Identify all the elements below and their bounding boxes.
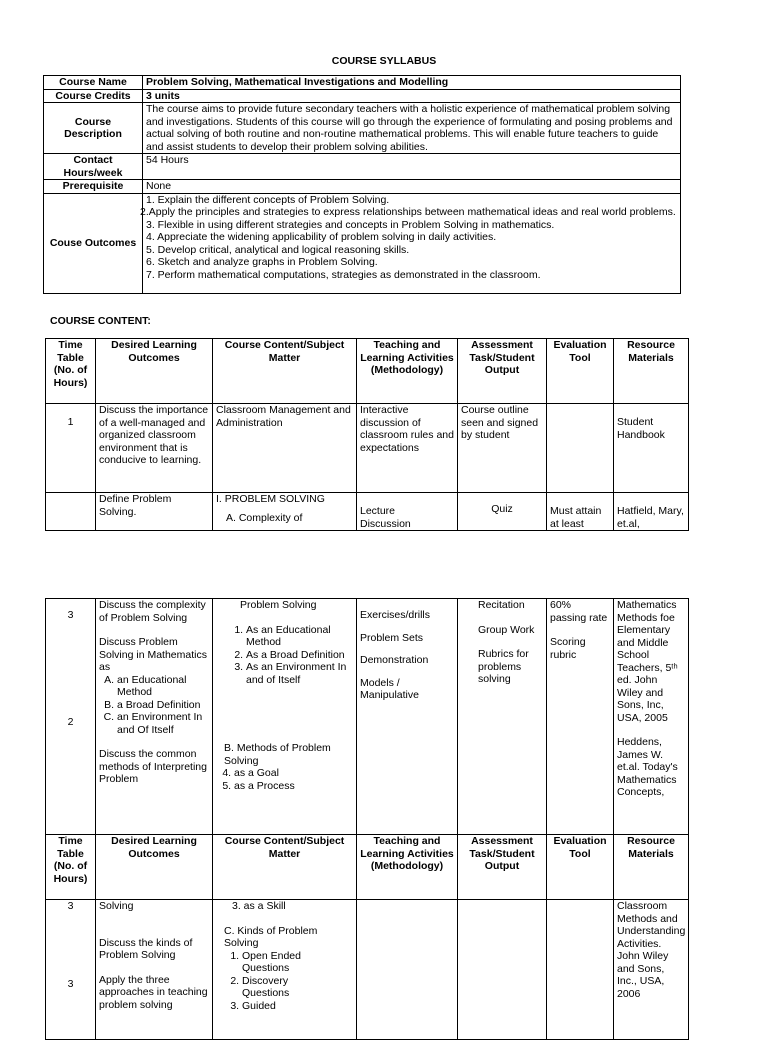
tool-cell: Must attain at least — [547, 493, 614, 531]
activity-item: Models / Manipulative — [360, 676, 419, 701]
table-row — [46, 599, 689, 835]
content-list — [216, 767, 353, 792]
content-text: B. Methods of Problem Solving — [224, 742, 331, 767]
table-row — [46, 900, 689, 1040]
outcome-cell — [96, 599, 213, 835]
content-list — [216, 624, 353, 687]
contact-hours-value: 54 Hours — [143, 154, 681, 180]
content-list — [216, 950, 353, 1013]
activity-item: Exercises/drills — [360, 609, 431, 621]
assessment-cell — [458, 900, 547, 1040]
list-item: 2. Discovery Questions — [242, 975, 333, 1000]
outcome-text: Discuss the kinds of Problem Solving — [99, 936, 193, 961]
content-heading: I. PROBLEM SOLVING — [216, 493, 325, 505]
course-name-value: Problem Solving, Mathematical Investigations and Modelling — [143, 76, 681, 90]
course-info-table — [43, 75, 681, 294]
assessment-item: Rubrics for problems solving — [478, 648, 529, 685]
course-outcomes-list — [140, 193, 681, 293]
tool-cell — [547, 404, 614, 493]
outcome-cell — [96, 900, 213, 1040]
list-item: 3. Guided — [242, 1000, 333, 1013]
page-title: COURSE SYLLABUS — [331, 55, 437, 67]
list-item: 5. as a Process — [234, 780, 353, 793]
course-credits-value: 3 units — [143, 89, 681, 103]
prerequisite-value: None — [143, 180, 681, 194]
tool-cell — [547, 599, 614, 835]
assessment-cell: Quiz — [458, 493, 547, 531]
outcome-text: Apply the three approaches in teaching problem solving — [99, 973, 208, 1011]
outcome-item: 4. Appreciate the widening applicability of problem solving in daily activities. — [146, 231, 497, 243]
content-cell — [213, 900, 357, 1040]
list-item: 1. Open Ended Questions — [242, 950, 333, 975]
content-text: C. Kinds of Problem Solving — [224, 924, 318, 949]
header-course-content: Course Content/Subject Matter — [213, 835, 357, 900]
outcome-item: 2.Apply the principles and strategies to express relationships between mathematical ideas and real world problems. — [140, 206, 676, 218]
list-item: C. an Environment In and Of Itself — [117, 711, 209, 736]
resource-cell: Classroom Methods and Understanding Activities. John Wiley and Sons, Inc., USA, 2006 — [614, 900, 689, 1040]
time-cell — [46, 599, 96, 835]
assessment-item: Group Work — [478, 623, 535, 636]
time-cell — [46, 493, 96, 531]
list-item: 2. As a Broad Definition — [246, 649, 353, 662]
list-item: 3. As an Environment In and of Itself — [246, 661, 353, 686]
outcome-text: Discuss the complexity of Problem Solving — [99, 599, 206, 624]
prerequisite-label: Prerequisite — [44, 180, 143, 194]
header-evaluation-tool: Evaluation Tool — [547, 339, 614, 404]
time-value: 3 — [67, 977, 74, 990]
header-desired-outcomes: Desired Learning Outcomes — [96, 835, 213, 900]
content-cell — [213, 493, 357, 531]
header-assessment: Assessment Task/Student Output — [458, 339, 547, 404]
activity-item: Problem Sets — [360, 631, 424, 644]
outcome-text: Solving — [99, 900, 134, 912]
content-cell: Classroom Management and Administration — [213, 404, 357, 493]
tool-item: Scoring rubric — [550, 636, 586, 661]
header-resource-materials: Resource Materials — [614, 835, 689, 900]
header-course-content: Course Content/Subject Matter — [213, 339, 357, 404]
tool-cell — [547, 900, 614, 1040]
content-cell — [213, 599, 357, 835]
outcome-cell: Define Problem Solving. — [96, 493, 213, 531]
outcome-item: 5. Develop critical, analytical and logical reasoning skills. — [146, 243, 410, 256]
time-cell: 1 — [46, 404, 96, 493]
time-value: 3 — [67, 609, 74, 621]
course-content-table-2 — [45, 598, 689, 1040]
header-desired-outcomes: Desired Learning Outcomes — [96, 339, 213, 404]
outcome-text: Discuss Problem Solving in Mathematics as — [99, 636, 207, 673]
course-outcomes-label: Couse Outcomes — [44, 193, 143, 293]
outcome-item: 1. Explain the different concepts of Problem Solving. — [146, 193, 390, 206]
contact-hours-label: Contact Hours/week — [44, 154, 143, 180]
activity-item: Demonstration — [360, 654, 429, 666]
resource-cell: Student Handbook — [614, 404, 689, 493]
assessment-item: Recitation — [478, 599, 525, 611]
list-item: 4. as a Goal — [234, 767, 353, 780]
header-teaching-activities: Teaching and Learning Activities (Methodology) — [357, 835, 458, 900]
header-evaluation-tool: Evaluation Tool — [547, 835, 614, 900]
time-cell — [46, 900, 96, 1040]
header-time-table: Time Table (No. of Hours) — [46, 835, 96, 900]
outcome-list — [99, 674, 209, 737]
list-item: A. an Educational Method — [117, 674, 209, 699]
header-teaching-activities: Teaching and Learning Activities (Methodology) — [357, 339, 458, 404]
header-resource-materials: Resource Materials — [614, 339, 689, 404]
outcome-item: 3. Flexible in using different strategies and concepts in Problem Solving in mathematics. — [146, 218, 555, 231]
list-item: B. a Broad Definition — [117, 699, 209, 712]
course-description-label: Course Description — [44, 103, 143, 154]
header-assessment: Assessment Task/Student Output — [458, 835, 547, 900]
outcome-item: 7. Perform mathematical computations, strategies as demonstrated in the classroom. — [146, 268, 541, 281]
activities-cell: Interactive discussion of classroom rules and expectations — [357, 404, 458, 493]
list-item: 1. As an Educational Method — [246, 624, 353, 649]
assessment-cell — [458, 599, 547, 835]
course-credits-label: Course Credits — [44, 89, 143, 103]
outcome-item: 6. Sketch and analyze graphs in Problem Solving. — [146, 256, 378, 268]
content-text: Problem Solving — [240, 599, 317, 611]
outcome-cell: Discuss the importance of a well-managed and organized classroom environment that is conducive to learning. — [96, 404, 213, 493]
course-name-label: Course Name — [44, 76, 143, 90]
course-content-table-1 — [45, 338, 689, 531]
time-value: 3 — [67, 900, 74, 912]
outcome-text: Discuss the common methods of Interpreting Problem — [99, 748, 207, 785]
course-description-value: The course aims to provide future secondary teachers with a holistic experience of mathematical problem solving and investigations. Students of this course will go through the experience of formulating and posing problems and actual solving of both routine and non-routine mathematical problems. This will enable future teachers to guide and assist students to develop their problem solving abilities. — [143, 103, 681, 154]
resource-item: Mathematics Methods foe Elementary and Middle School Teachers, 5ᵗʰ ed. John Wiley and Sons, Inc, USA, 2005 — [617, 599, 678, 724]
table-row — [46, 493, 689, 531]
content-item: A. Complexity of — [226, 511, 303, 524]
table-row — [46, 404, 689, 493]
resource-cell: Hatfield, Mary, et.al, — [614, 493, 689, 531]
tool-item: 60% passing rate — [550, 599, 608, 624]
time-value: 2 — [67, 715, 74, 728]
header-time-table: Time Table (No. of Hours) — [46, 339, 96, 404]
assessment-cell: Course outline seen and signed by student — [458, 404, 547, 493]
content-text: 3. as a Skill — [232, 900, 286, 912]
activities-cell — [357, 599, 458, 835]
activities-cell — [357, 900, 458, 1040]
activities-cell: Lecture Discussion — [357, 493, 458, 531]
resource-cell — [614, 599, 689, 835]
resource-item: Heddens, James W. et.al. Today's Mathematics Concepts, — [617, 736, 678, 798]
course-content-heading: COURSE CONTENT: — [50, 315, 151, 327]
